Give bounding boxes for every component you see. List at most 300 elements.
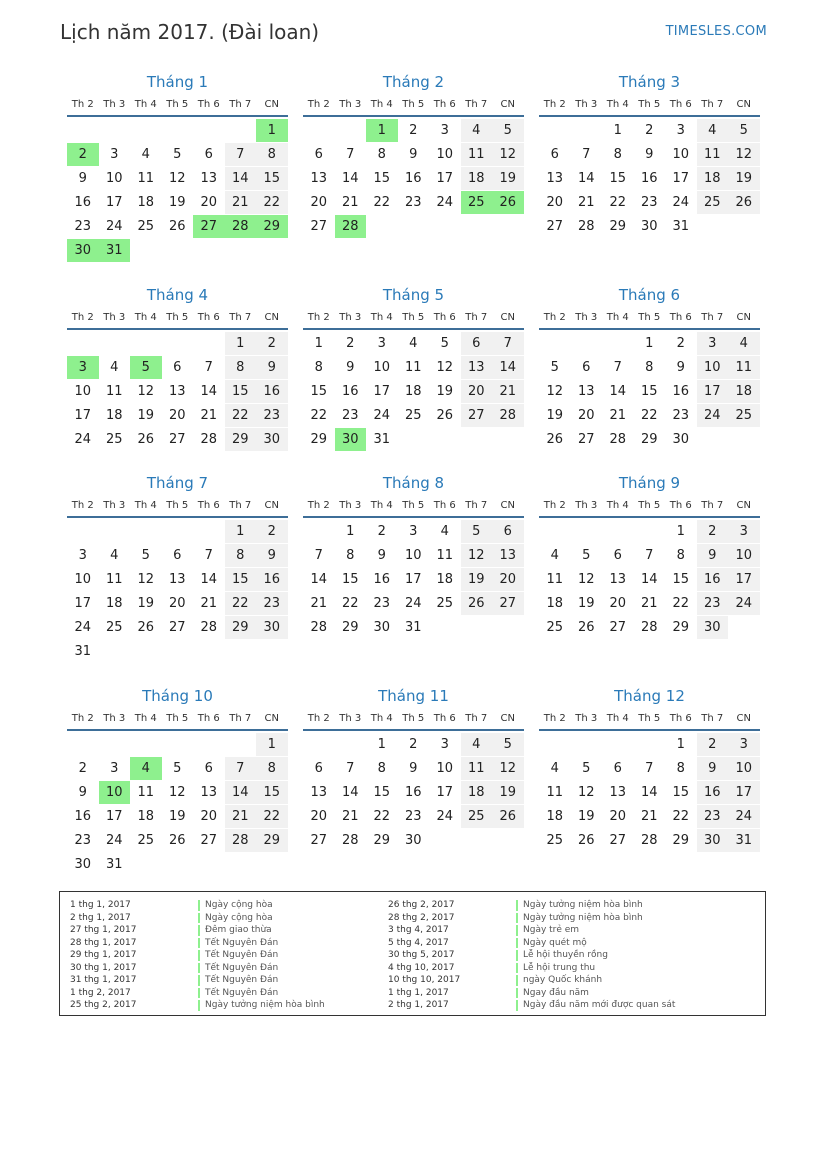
day-cell: 19 [546, 408, 564, 423]
day-cell: 25 [546, 620, 564, 635]
day-cell: 20 [577, 408, 595, 423]
day-cell: 21 [640, 596, 658, 611]
day-cell: 22 [672, 809, 690, 824]
day-cell: 28 [225, 829, 257, 852]
day-cell: 30 [373, 620, 391, 635]
weekday-header [303, 713, 524, 727]
day-cell: 23 [672, 408, 690, 423]
day-cell: 31 [74, 644, 92, 659]
day-cell: 9 [697, 757, 729, 780]
legend-marker [516, 988, 518, 999]
day-cell: 25 [697, 191, 729, 214]
day-cell: 10 [672, 147, 690, 162]
brand-link[interactable]: TIMESLES.COM [665, 24, 767, 39]
weekday-label: Th 3 [339, 500, 362, 511]
day-cell: 21 [310, 596, 328, 611]
day-cell: 5 [461, 520, 493, 543]
legend-marker [198, 950, 200, 961]
weekday-label: Th 4 [370, 713, 393, 724]
day-cell: 6 [314, 147, 323, 162]
weekday-label: Th 6 [669, 99, 692, 110]
day-cell: 10 [728, 544, 760, 567]
weekday-label: Th 6 [433, 312, 456, 323]
weekday-label: Th 5 [638, 500, 661, 511]
month-title: Tháng 3 [618, 73, 681, 91]
day-cell: 1 [314, 336, 323, 351]
day-cell: 18 [137, 195, 155, 210]
weekday-header [303, 99, 524, 113]
day-cell: 26 [168, 219, 186, 234]
day-cell: 2 [409, 123, 418, 138]
day-cell: 7 [204, 360, 213, 375]
day-cell: 16 [256, 380, 288, 403]
day-cell: 18 [461, 781, 493, 804]
day-cell: 15 [640, 384, 658, 399]
day-cell: 11 [546, 785, 564, 800]
day-cell: 30 [335, 428, 367, 451]
legend-holiday-name: Ngay đầu năm [523, 987, 589, 998]
day-cell: 22 [310, 408, 328, 423]
day-cell: 21 [341, 809, 359, 824]
day-cell: 3 [377, 336, 386, 351]
day-cell: 7 [346, 761, 355, 776]
day-cell: 2 [256, 520, 288, 543]
month-header-divider [67, 115, 288, 117]
day-cell: 26 [577, 833, 595, 848]
month-header-divider [303, 516, 524, 518]
day-cell: 31 [728, 829, 760, 852]
day-cell: 5 [728, 119, 760, 142]
day-cell: 2 [78, 761, 87, 776]
day-cell: 20 [200, 195, 218, 210]
month-title: Tháng 10 [142, 687, 213, 705]
day-cell: 16 [640, 171, 658, 186]
day-cell: 14 [341, 785, 359, 800]
weekday-label: Th 2 [307, 99, 330, 110]
day-cell: 6 [173, 548, 182, 563]
day-cell: 12 [577, 572, 595, 587]
day-cell: 19 [436, 384, 454, 399]
weekday-label: Th 5 [638, 713, 661, 724]
day-cell: 17 [436, 171, 454, 186]
day-cell: 15 [373, 785, 391, 800]
day-cell: 6 [613, 761, 622, 776]
day-cell: 25 [546, 833, 564, 848]
legend-marker [516, 963, 518, 974]
day-cell: 24 [105, 219, 123, 234]
day-cell: 1 [613, 123, 622, 138]
day-cell: 21 [492, 380, 524, 403]
day-cell: 29 [256, 215, 288, 238]
day-cell: 1 [377, 737, 386, 752]
legend-date: 25 thg 2, 2017 [70, 1000, 137, 1010]
day-cell: 19 [728, 167, 760, 190]
day-cell: 26 [168, 833, 186, 848]
legend-holiday-name: Tết Nguyên Đán [205, 962, 279, 973]
day-cell: 3 [110, 147, 119, 162]
day-cell: 21 [225, 805, 257, 828]
legend-date: 10 thg 10, 2017 [388, 975, 461, 985]
day-cell: 1 [346, 524, 355, 539]
day-cell: 13 [168, 572, 186, 587]
legend-date: 30 thg 1, 2017 [70, 962, 137, 973]
day-cell: 1 [225, 520, 257, 543]
day-cell: 16 [697, 568, 729, 591]
weekday-label: CN [500, 99, 515, 110]
day-cell: 8 [676, 548, 685, 563]
day-cell: 17 [404, 572, 422, 587]
month-header-divider [303, 328, 524, 330]
day-cell: 8 [377, 147, 386, 162]
weekday-label: Th 4 [134, 312, 157, 323]
weekday-label: Th 4 [606, 713, 629, 724]
day-cell: 28 [310, 620, 328, 635]
weekday-label: Th 6 [197, 312, 220, 323]
day-cell: 13 [492, 544, 524, 567]
weekday-label: Th 3 [103, 500, 126, 511]
day-cell: 2 [377, 524, 386, 539]
month-header-divider [303, 729, 524, 731]
weekday-header [303, 312, 524, 326]
day-cell: 21 [225, 191, 257, 214]
weekday-label: Th 6 [433, 713, 456, 724]
day-cell: 8 [314, 360, 323, 375]
month-title: Tháng 12 [614, 687, 685, 705]
day-cell: 9 [78, 785, 87, 800]
day-cell: 28 [341, 833, 359, 848]
weekday-label: Th 7 [465, 713, 488, 724]
day-cell: 28 [335, 215, 367, 238]
weekday-header [67, 312, 288, 326]
day-cell: 26 [492, 191, 524, 214]
day-cell: 5 [130, 356, 162, 379]
day-cell: 26 [492, 805, 524, 828]
day-cell: 18 [105, 408, 123, 423]
day-cell: 14 [200, 572, 218, 587]
day-cell: 10 [697, 356, 729, 379]
weekday-label: Th 7 [465, 99, 488, 110]
weekday-label: Th 4 [134, 713, 157, 724]
day-cell: 22 [373, 195, 391, 210]
day-cell: 23 [404, 195, 422, 210]
day-cell: 29 [256, 829, 288, 852]
month-header-divider [539, 729, 760, 731]
day-cell: 31 [672, 219, 690, 234]
weekday-header [67, 99, 288, 113]
weekday-header [539, 99, 760, 113]
day-cell: 21 [577, 195, 595, 210]
day-cell: 17 [672, 171, 690, 186]
weekday-label: Th 2 [543, 500, 566, 511]
day-cell: 19 [137, 408, 155, 423]
day-cell: 6 [204, 761, 213, 776]
month-header-divider [539, 516, 760, 518]
day-cell: 9 [697, 544, 729, 567]
day-cell: 9 [377, 548, 386, 563]
legend-holiday-name: Đêm giao thừa [205, 925, 272, 935]
day-cell: 22 [373, 809, 391, 824]
day-cell: 28 [577, 219, 595, 234]
day-cell: 20 [461, 380, 493, 403]
day-cell: 20 [200, 809, 218, 824]
day-cell: 27 [461, 404, 493, 427]
day-cell: 23 [74, 833, 92, 848]
legend-marker [198, 963, 200, 974]
day-cell: 5 [173, 147, 182, 162]
weekday-label: Th 5 [402, 99, 425, 110]
day-cell: 15 [225, 380, 257, 403]
day-cell: 24 [373, 408, 391, 423]
day-cell: 26 [137, 432, 155, 447]
day-cell: 7 [225, 143, 257, 166]
legend-date: 27 thg 1, 2017 [70, 925, 137, 935]
day-cell: 10 [105, 171, 123, 186]
day-cell: 21 [341, 195, 359, 210]
legend-marker [198, 938, 200, 949]
day-cell: 16 [341, 384, 359, 399]
weekday-header [67, 713, 288, 727]
day-cell: 28 [640, 833, 658, 848]
weekday-label: CN [736, 500, 751, 511]
month-title: Tháng 2 [382, 73, 445, 91]
day-cell: 27 [200, 833, 218, 848]
day-cell: 6 [204, 147, 213, 162]
day-cell: 10 [74, 384, 92, 399]
day-cell: 12 [546, 384, 564, 399]
day-cell: 21 [609, 408, 627, 423]
weekday-label: Th 5 [402, 312, 425, 323]
day-cell: 5 [582, 548, 591, 563]
day-cell: 17 [74, 596, 92, 611]
legend-date: 1 thg 2, 2017 [70, 987, 131, 998]
day-cell: 19 [492, 167, 524, 190]
day-cell: 4 [728, 332, 760, 355]
weekday-label: CN [264, 713, 279, 724]
day-cell: 8 [225, 544, 257, 567]
legend-marker [198, 925, 200, 936]
day-cell: 20 [168, 408, 186, 423]
legend-holiday-name: Lễ hội thuyền rồng [523, 950, 608, 960]
weekday-label: Th 2 [71, 500, 94, 511]
day-cell: 2 [676, 336, 685, 351]
day-cell: 24 [697, 404, 729, 427]
weekday-label: Th 6 [433, 99, 456, 110]
legend-holiday-name: Tết Nguyên Đán [205, 987, 279, 998]
legend-marker [516, 925, 518, 936]
day-cell: 5 [173, 761, 182, 776]
day-cell: 22 [672, 596, 690, 611]
legend-date: 1 thg 1, 2017 [388, 987, 449, 998]
legend-marker [516, 913, 518, 924]
day-cell: 27 [310, 219, 328, 234]
day-cell: 4 [440, 524, 449, 539]
day-cell: 1 [676, 524, 685, 539]
day-cell: 12 [436, 360, 454, 375]
weekday-label: CN [500, 713, 515, 724]
weekday-header [539, 500, 760, 514]
day-cell: 6 [314, 761, 323, 776]
day-cell: 24 [74, 432, 92, 447]
legend-marker [198, 988, 200, 999]
day-cell: 12 [577, 785, 595, 800]
day-cell: 12 [137, 384, 155, 399]
day-cell: 17 [697, 380, 729, 403]
day-cell: 1 [256, 733, 288, 756]
weekday-label: Th 7 [701, 312, 724, 323]
day-cell: 3 [728, 520, 760, 543]
day-cell: 3 [409, 524, 418, 539]
day-cell: 21 [200, 408, 218, 423]
weekday-label: Th 3 [103, 312, 126, 323]
day-cell: 16 [74, 195, 92, 210]
day-cell: 9 [78, 171, 87, 186]
weekday-label: Th 3 [339, 312, 362, 323]
day-cell: 16 [404, 171, 422, 186]
day-cell: 9 [645, 147, 654, 162]
day-cell: 21 [640, 809, 658, 824]
day-cell: 24 [436, 195, 454, 210]
day-cell: 25 [461, 805, 493, 828]
day-cell: 13 [577, 384, 595, 399]
legend-holiday-name: Tết Nguyên Đán [205, 937, 279, 948]
day-cell: 23 [404, 809, 422, 824]
day-cell: 3 [78, 548, 87, 563]
weekday-label: Th 5 [166, 713, 189, 724]
day-cell: 22 [225, 592, 257, 615]
day-cell: 18 [697, 167, 729, 190]
day-cell: 6 [492, 520, 524, 543]
weekday-label: Th 6 [669, 713, 692, 724]
legend-holiday-name: Tết Nguyên Đán [205, 950, 279, 960]
day-cell: 18 [461, 167, 493, 190]
day-cell: 27 [310, 833, 328, 848]
day-cell: 30 [74, 857, 92, 872]
day-cell: 4 [550, 761, 559, 776]
day-cell: 19 [168, 809, 186, 824]
day-cell: 26 [728, 191, 760, 214]
day-cell: 30 [67, 239, 99, 262]
day-cell: 23 [74, 219, 92, 234]
weekday-label: Th 4 [370, 500, 393, 511]
day-cell: 23 [697, 592, 729, 615]
legend-holiday-name: Ngày cộng hòa [205, 900, 273, 910]
day-cell: 2 [697, 733, 729, 756]
day-cell: 10 [436, 147, 454, 162]
day-cell: 2 [409, 737, 418, 752]
day-cell: 11 [436, 548, 454, 563]
day-cell: 30 [256, 428, 288, 451]
day-cell: 20 [609, 809, 627, 824]
day-cell: 13 [310, 785, 328, 800]
day-cell: 15 [225, 568, 257, 591]
day-cell: 15 [256, 781, 288, 804]
day-cell: 13 [609, 785, 627, 800]
day-cell: 2 [697, 520, 729, 543]
weekday-label: Th 2 [71, 99, 94, 110]
day-cell: 24 [728, 592, 760, 615]
day-cell: 15 [341, 572, 359, 587]
legend-date: 31 thg 1, 2017 [70, 975, 137, 985]
weekday-header [303, 500, 524, 514]
day-cell: 11 [105, 572, 123, 587]
day-cell: 25 [137, 833, 155, 848]
weekday-label: Th 7 [701, 99, 724, 110]
day-cell: 16 [373, 572, 391, 587]
day-cell: 11 [546, 572, 564, 587]
weekday-label: Th 2 [543, 713, 566, 724]
day-cell: 4 [409, 336, 418, 351]
day-cell: 29 [373, 833, 391, 848]
day-cell: 19 [577, 809, 595, 824]
legend-holiday-name: Lễ hội trung thu [523, 962, 596, 973]
day-cell: 16 [672, 384, 690, 399]
day-cell: 1 [645, 336, 654, 351]
day-cell: 18 [436, 572, 454, 587]
day-cell: 9 [346, 360, 355, 375]
day-cell: 26 [577, 620, 595, 635]
month-title: Tháng 6 [618, 286, 681, 304]
month-title: Tháng 7 [146, 474, 209, 492]
weekday-label: Th 7 [229, 500, 252, 511]
day-cell: 29 [310, 432, 328, 447]
day-cell: 27 [193, 215, 225, 238]
weekday-label: Th 7 [701, 713, 724, 724]
weekday-label: Th 7 [465, 312, 488, 323]
day-cell: 9 [256, 356, 288, 379]
weekday-label: CN [500, 312, 515, 323]
legend-marker [198, 1000, 200, 1011]
legend-date: 29 thg 1, 2017 [70, 950, 137, 960]
day-cell: 14 [640, 572, 658, 587]
day-cell: 12 [461, 544, 493, 567]
day-cell: 27 [577, 432, 595, 447]
day-cell: 4 [697, 119, 729, 142]
weekday-label: Th 5 [402, 500, 425, 511]
legend-holiday-name: Ngày tưởng niệm hòa bình [523, 912, 643, 923]
day-cell: 5 [492, 119, 524, 142]
weekday-label: Th 2 [71, 713, 94, 724]
day-cell: 23 [697, 805, 729, 828]
day-cell: 11 [697, 143, 729, 166]
day-cell: 25 [105, 620, 123, 635]
day-cell: 9 [256, 544, 288, 567]
day-cell: 9 [409, 147, 418, 162]
legend-date: 30 thg 5, 2017 [388, 950, 455, 960]
day-cell: 16 [404, 785, 422, 800]
day-cell: 31 [105, 857, 123, 872]
month-title: Tháng 4 [146, 286, 209, 304]
day-cell: 20 [310, 809, 328, 824]
day-cell: 30 [697, 616, 729, 639]
day-cell: 30 [697, 829, 729, 852]
day-cell: 14 [225, 781, 257, 804]
day-cell: 8 [225, 356, 257, 379]
legend-date: 2 thg 1, 2017 [70, 912, 131, 923]
day-cell: 8 [346, 548, 355, 563]
weekday-label: Th 3 [575, 312, 598, 323]
day-cell: 8 [256, 143, 288, 166]
day-cell: 10 [74, 572, 92, 587]
day-cell: 17 [728, 568, 760, 591]
day-cell: 12 [492, 757, 524, 780]
day-cell: 2 [67, 143, 99, 166]
weekday-label: Th 6 [197, 99, 220, 110]
day-cell: 15 [256, 167, 288, 190]
month-header-divider [67, 729, 288, 731]
day-cell: 11 [137, 171, 155, 186]
day-cell: 25 [105, 432, 123, 447]
legend-marker [198, 913, 200, 924]
